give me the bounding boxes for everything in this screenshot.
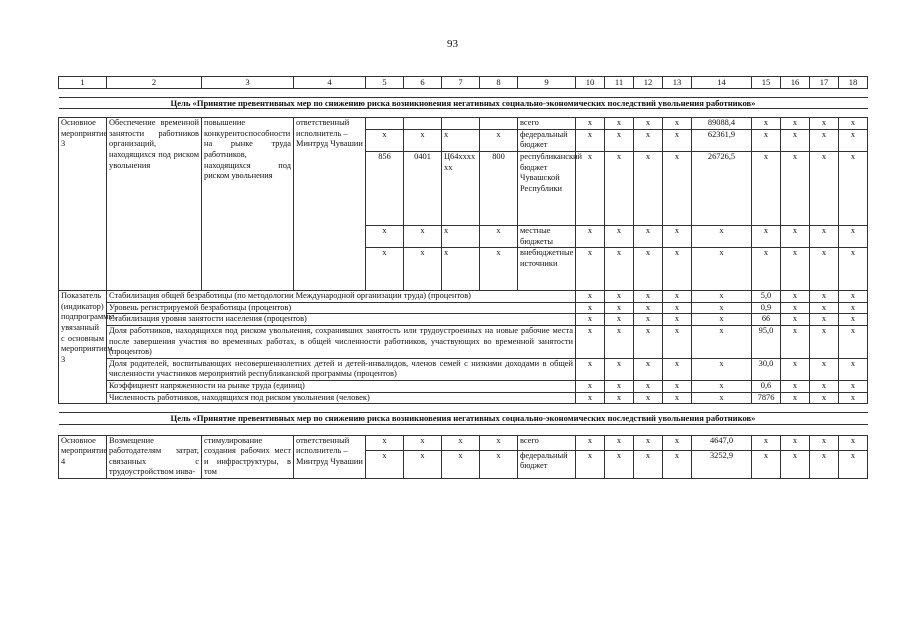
- value-cell: x: [810, 225, 839, 247]
- column-header: 6: [404, 77, 442, 89]
- value-cell: x: [663, 380, 692, 392]
- budget-code: x: [366, 435, 404, 450]
- value-cell: x: [839, 435, 868, 450]
- funding-source: всего: [518, 118, 576, 130]
- value-cell: x: [781, 435, 810, 450]
- spacer: [59, 88, 868, 97]
- budget-code: x: [404, 450, 442, 479]
- value-cell: 7876: [752, 392, 781, 404]
- column-header: 4: [294, 77, 366, 89]
- budget-code: x: [480, 225, 518, 247]
- value-cell: x: [576, 225, 605, 247]
- event-number: Основное мероприятие 4: [59, 435, 107, 478]
- value-cell: x: [839, 358, 868, 380]
- value-cell: x: [752, 129, 781, 151]
- budget-code: x: [366, 129, 404, 151]
- value-cell: x: [839, 225, 868, 247]
- event-number: Основное мероприятие 3: [59, 118, 107, 291]
- indicator-row: [59, 325, 868, 358]
- value-cell: x: [663, 450, 692, 479]
- value-cell: x: [810, 129, 839, 151]
- value-cell: x: [839, 380, 868, 392]
- value-cell: x: [810, 118, 839, 130]
- value-cell: x: [839, 450, 868, 479]
- value-cell: 89088,4: [692, 118, 752, 130]
- value-cell: x: [605, 118, 634, 130]
- value-cell: x: [605, 380, 634, 392]
- budget-code: x: [404, 248, 442, 291]
- value-cell: x: [810, 248, 839, 291]
- budget-code: x: [366, 225, 404, 247]
- indicator-text: Численность работников, находящихся под риском увольнения (человек): [107, 392, 576, 404]
- value-cell: x: [752, 435, 781, 450]
- value-cell: x: [810, 314, 839, 326]
- value-cell: x: [605, 314, 634, 326]
- budget-code: [442, 118, 480, 130]
- value-cell: x: [692, 302, 752, 314]
- budget-code: [480, 118, 518, 130]
- value-cell: x: [605, 358, 634, 380]
- gap-row: [59, 404, 868, 413]
- value-cell: x: [781, 151, 810, 225]
- value-cell: x: [576, 302, 605, 314]
- value-cell: x: [634, 291, 663, 303]
- column-header: 13: [663, 77, 692, 89]
- budget-code: Ц64хххххх: [442, 151, 480, 225]
- value-cell: x: [605, 129, 634, 151]
- value-cell: x: [576, 358, 605, 380]
- indicator-row: [59, 392, 868, 404]
- value-cell: x: [752, 225, 781, 247]
- value-cell: x: [810, 358, 839, 380]
- value-cell: x: [576, 435, 605, 450]
- budget-code: x: [442, 435, 480, 450]
- value-cell: x: [839, 151, 868, 225]
- value-cell: x: [634, 435, 663, 450]
- value-cell: x: [781, 314, 810, 326]
- value-cell: x: [663, 302, 692, 314]
- value-cell: x: [605, 248, 634, 291]
- value-cell: x: [634, 325, 663, 358]
- value-cell: x: [663, 118, 692, 130]
- value-cell: x: [663, 248, 692, 291]
- value-cell: x: [692, 380, 752, 392]
- value-cell: x: [781, 291, 810, 303]
- indicator-row: [59, 302, 868, 314]
- budget-code: 0401: [404, 151, 442, 225]
- value-cell: x: [663, 314, 692, 326]
- value-cell: x: [605, 325, 634, 358]
- value-cell: x: [810, 435, 839, 450]
- value-cell: x: [576, 325, 605, 358]
- value-cell: x: [634, 151, 663, 225]
- budget-table: [58, 76, 868, 479]
- event-goal: повышение конкурентоспособности на рынке труда работников, находящихся под риском увольнения: [202, 118, 294, 291]
- value-cell: x: [781, 380, 810, 392]
- value-cell: x: [810, 450, 839, 479]
- value-cell: x: [576, 118, 605, 130]
- value-cell: x: [605, 302, 634, 314]
- value-cell: x: [692, 325, 752, 358]
- column-header: 14: [692, 77, 752, 89]
- value-cell: x: [839, 118, 868, 130]
- value-cell: x: [634, 248, 663, 291]
- budget-code: x: [366, 450, 404, 479]
- budget-code: 800: [480, 151, 518, 225]
- event-goal: стимулирование создания рабочих мест и инфраструктуры, в том: [202, 435, 294, 478]
- page-number: 93: [447, 38, 458, 50]
- budget-code: x: [442, 248, 480, 291]
- finance-row: [59, 118, 868, 130]
- value-cell: x: [605, 225, 634, 247]
- value-cell: x: [692, 291, 752, 303]
- value-cell: x: [810, 302, 839, 314]
- funding-source: республиканский бюджет Чувашской Республики: [518, 151, 576, 225]
- column-header: 1: [59, 77, 107, 89]
- value-cell: x: [663, 325, 692, 358]
- funding-source: внебюджетные источники: [518, 248, 576, 291]
- value-cell: x: [839, 129, 868, 151]
- value-cell: x: [576, 129, 605, 151]
- column-header: 7: [442, 77, 480, 89]
- value-cell: x: [781, 392, 810, 404]
- value-cell: x: [781, 225, 810, 247]
- value-cell: x: [576, 291, 605, 303]
- value-cell: x: [634, 302, 663, 314]
- goal-row: [59, 413, 868, 425]
- value-cell: x: [663, 225, 692, 247]
- budget-code: x: [366, 248, 404, 291]
- indicator-text: Стабилизация уровня занятости населения (процентов): [107, 314, 576, 326]
- column-header: 2: [107, 77, 202, 89]
- value-cell: x: [781, 248, 810, 291]
- budget-code: [366, 118, 404, 130]
- value-cell: x: [576, 392, 605, 404]
- gap-row: [59, 109, 868, 118]
- value-cell: 4647,0: [692, 435, 752, 450]
- indicator-text: Доля родителей, воспитывающих несовершеннолетних детей и детей-инвалидов, членов семей с низкими доходами в общей численности участников мероприятий республиканской программы (процентов): [107, 358, 576, 380]
- value-cell: x: [576, 248, 605, 291]
- budget-code: x: [442, 225, 480, 247]
- goal-title: Цель «Принятие превентивных мер по снижению риска возникновения негативных социально-экономических последствий увольнения работников»: [59, 97, 868, 109]
- budget-code: x: [480, 129, 518, 151]
- budget-code: 856: [366, 151, 404, 225]
- value-cell: x: [605, 151, 634, 225]
- value-cell: x: [663, 435, 692, 450]
- value-cell: x: [692, 358, 752, 380]
- budget-code: x: [480, 248, 518, 291]
- spacer: [59, 404, 868, 413]
- event-executor: ответственный исполнитель – Минтруд Чувашии: [294, 118, 366, 291]
- value-cell: x: [839, 291, 868, 303]
- budget-code: x: [404, 225, 442, 247]
- indicator-text: Доля работников, находящихся под риском увольнения, сохранивших занятость или трудоустроенных на новые рабочие места после завершения участия во временных работах, в общей численности работников, участвующих во временной занятости (процентов): [107, 325, 576, 358]
- value-cell: 3252,9: [692, 450, 752, 479]
- value-cell: x: [752, 450, 781, 479]
- value-cell: 62361,9: [692, 129, 752, 151]
- value-cell: x: [692, 314, 752, 326]
- value-cell: x: [839, 302, 868, 314]
- value-cell: x: [663, 129, 692, 151]
- budget-code: x: [442, 129, 480, 151]
- funding-source: федеральный бюджет: [518, 129, 576, 151]
- value-cell: x: [810, 380, 839, 392]
- value-cell: x: [810, 291, 839, 303]
- column-header: 9: [518, 77, 576, 89]
- column-header: 16: [781, 77, 810, 89]
- column-header: 10: [576, 77, 605, 89]
- funding-source: местные бюджеты: [518, 225, 576, 247]
- value-cell: x: [839, 248, 868, 291]
- indicator-row: [59, 358, 868, 380]
- value-cell: x: [576, 151, 605, 225]
- value-cell: x: [576, 314, 605, 326]
- value-cell: x: [576, 450, 605, 479]
- value-cell: x: [605, 392, 634, 404]
- indicator-label: Показатель (индикатор) подпрограммы, увязанный с основным мероприятием 3: [59, 291, 107, 404]
- value-cell: 0,6: [752, 380, 781, 392]
- value-cell: x: [781, 129, 810, 151]
- value-cell: 95,0: [752, 325, 781, 358]
- value-cell: x: [634, 392, 663, 404]
- value-cell: x: [839, 314, 868, 326]
- value-cell: x: [692, 225, 752, 247]
- indicator-row: [59, 314, 868, 326]
- value-cell: x: [839, 325, 868, 358]
- indicator-row: [59, 291, 868, 303]
- value-cell: x: [634, 118, 663, 130]
- event-executor: ответственный исполнитель – Минтруд Чувашии: [294, 435, 366, 478]
- budget-code: x: [404, 435, 442, 450]
- column-header: 11: [605, 77, 634, 89]
- value-cell: x: [663, 358, 692, 380]
- value-cell: x: [605, 435, 634, 450]
- value-cell: x: [752, 118, 781, 130]
- value-cell: 30,0: [752, 358, 781, 380]
- column-header: 17: [810, 77, 839, 89]
- budget-code: x: [480, 450, 518, 479]
- value-cell: x: [634, 129, 663, 151]
- goal-row: [59, 97, 868, 109]
- value-cell: x: [634, 314, 663, 326]
- funding-source: всего: [518, 435, 576, 450]
- column-header: 12: [634, 77, 663, 89]
- value-cell: x: [781, 118, 810, 130]
- goal-title: Цель «Принятие превентивных мер по снижению риска возникновения негативных социально-экономических последствий увольнения работников»: [59, 413, 868, 425]
- indicator-text: Уровень регистрируемой безработицы (процентов): [107, 302, 576, 314]
- value-cell: x: [781, 358, 810, 380]
- value-cell: x: [781, 450, 810, 479]
- funding-source: федеральный бюджет: [518, 450, 576, 479]
- event-name: Обеспечение временной занятости работников организаций, находящихся под риском увольнения: [107, 118, 202, 291]
- event-name: Возмещение работодателям затрат, связанных с трудоустройством инва-: [107, 435, 202, 478]
- indicator-text: Стабилизация общей безработицы (по методологии Международной организации труда) (процентов): [107, 291, 576, 303]
- value-cell: x: [634, 358, 663, 380]
- indicator-text: Коэффициент напряженности на рынке труда (единиц): [107, 380, 576, 392]
- value-cell: x: [810, 325, 839, 358]
- value-cell: x: [781, 325, 810, 358]
- value-cell: x: [663, 151, 692, 225]
- value-cell: x: [576, 380, 605, 392]
- value-cell: x: [692, 248, 752, 291]
- budget-code: x: [404, 129, 442, 151]
- value-cell: x: [781, 302, 810, 314]
- spacer: [59, 109, 868, 118]
- indicator-row: [59, 380, 868, 392]
- value-cell: 5,0: [752, 291, 781, 303]
- value-cell: x: [810, 392, 839, 404]
- value-cell: 66: [752, 314, 781, 326]
- spacer: [59, 424, 868, 435]
- value-cell: x: [839, 392, 868, 404]
- value-cell: x: [605, 291, 634, 303]
- budget-code: x: [480, 435, 518, 450]
- value-cell: x: [605, 450, 634, 479]
- value-cell: x: [752, 151, 781, 225]
- value-cell: x: [634, 450, 663, 479]
- value-cell: x: [810, 151, 839, 225]
- value-cell: x: [692, 392, 752, 404]
- value-cell: x: [663, 291, 692, 303]
- budget-code: x: [442, 450, 480, 479]
- budget-code: [404, 118, 442, 130]
- column-header: 18: [839, 77, 868, 89]
- value-cell: x: [634, 225, 663, 247]
- column-header: 15: [752, 77, 781, 89]
- value-cell: x: [663, 392, 692, 404]
- gap-row: [59, 424, 868, 435]
- finance-row: [59, 435, 868, 450]
- value-cell: x: [752, 248, 781, 291]
- gap-row: [59, 88, 868, 97]
- value-cell: 0,9: [752, 302, 781, 314]
- value-cell: x: [634, 380, 663, 392]
- column-header: 8: [480, 77, 518, 89]
- header-row: [59, 77, 868, 89]
- value-cell: 26726,5: [692, 151, 752, 225]
- column-header: 3: [202, 77, 294, 89]
- column-header: 5: [366, 77, 404, 89]
